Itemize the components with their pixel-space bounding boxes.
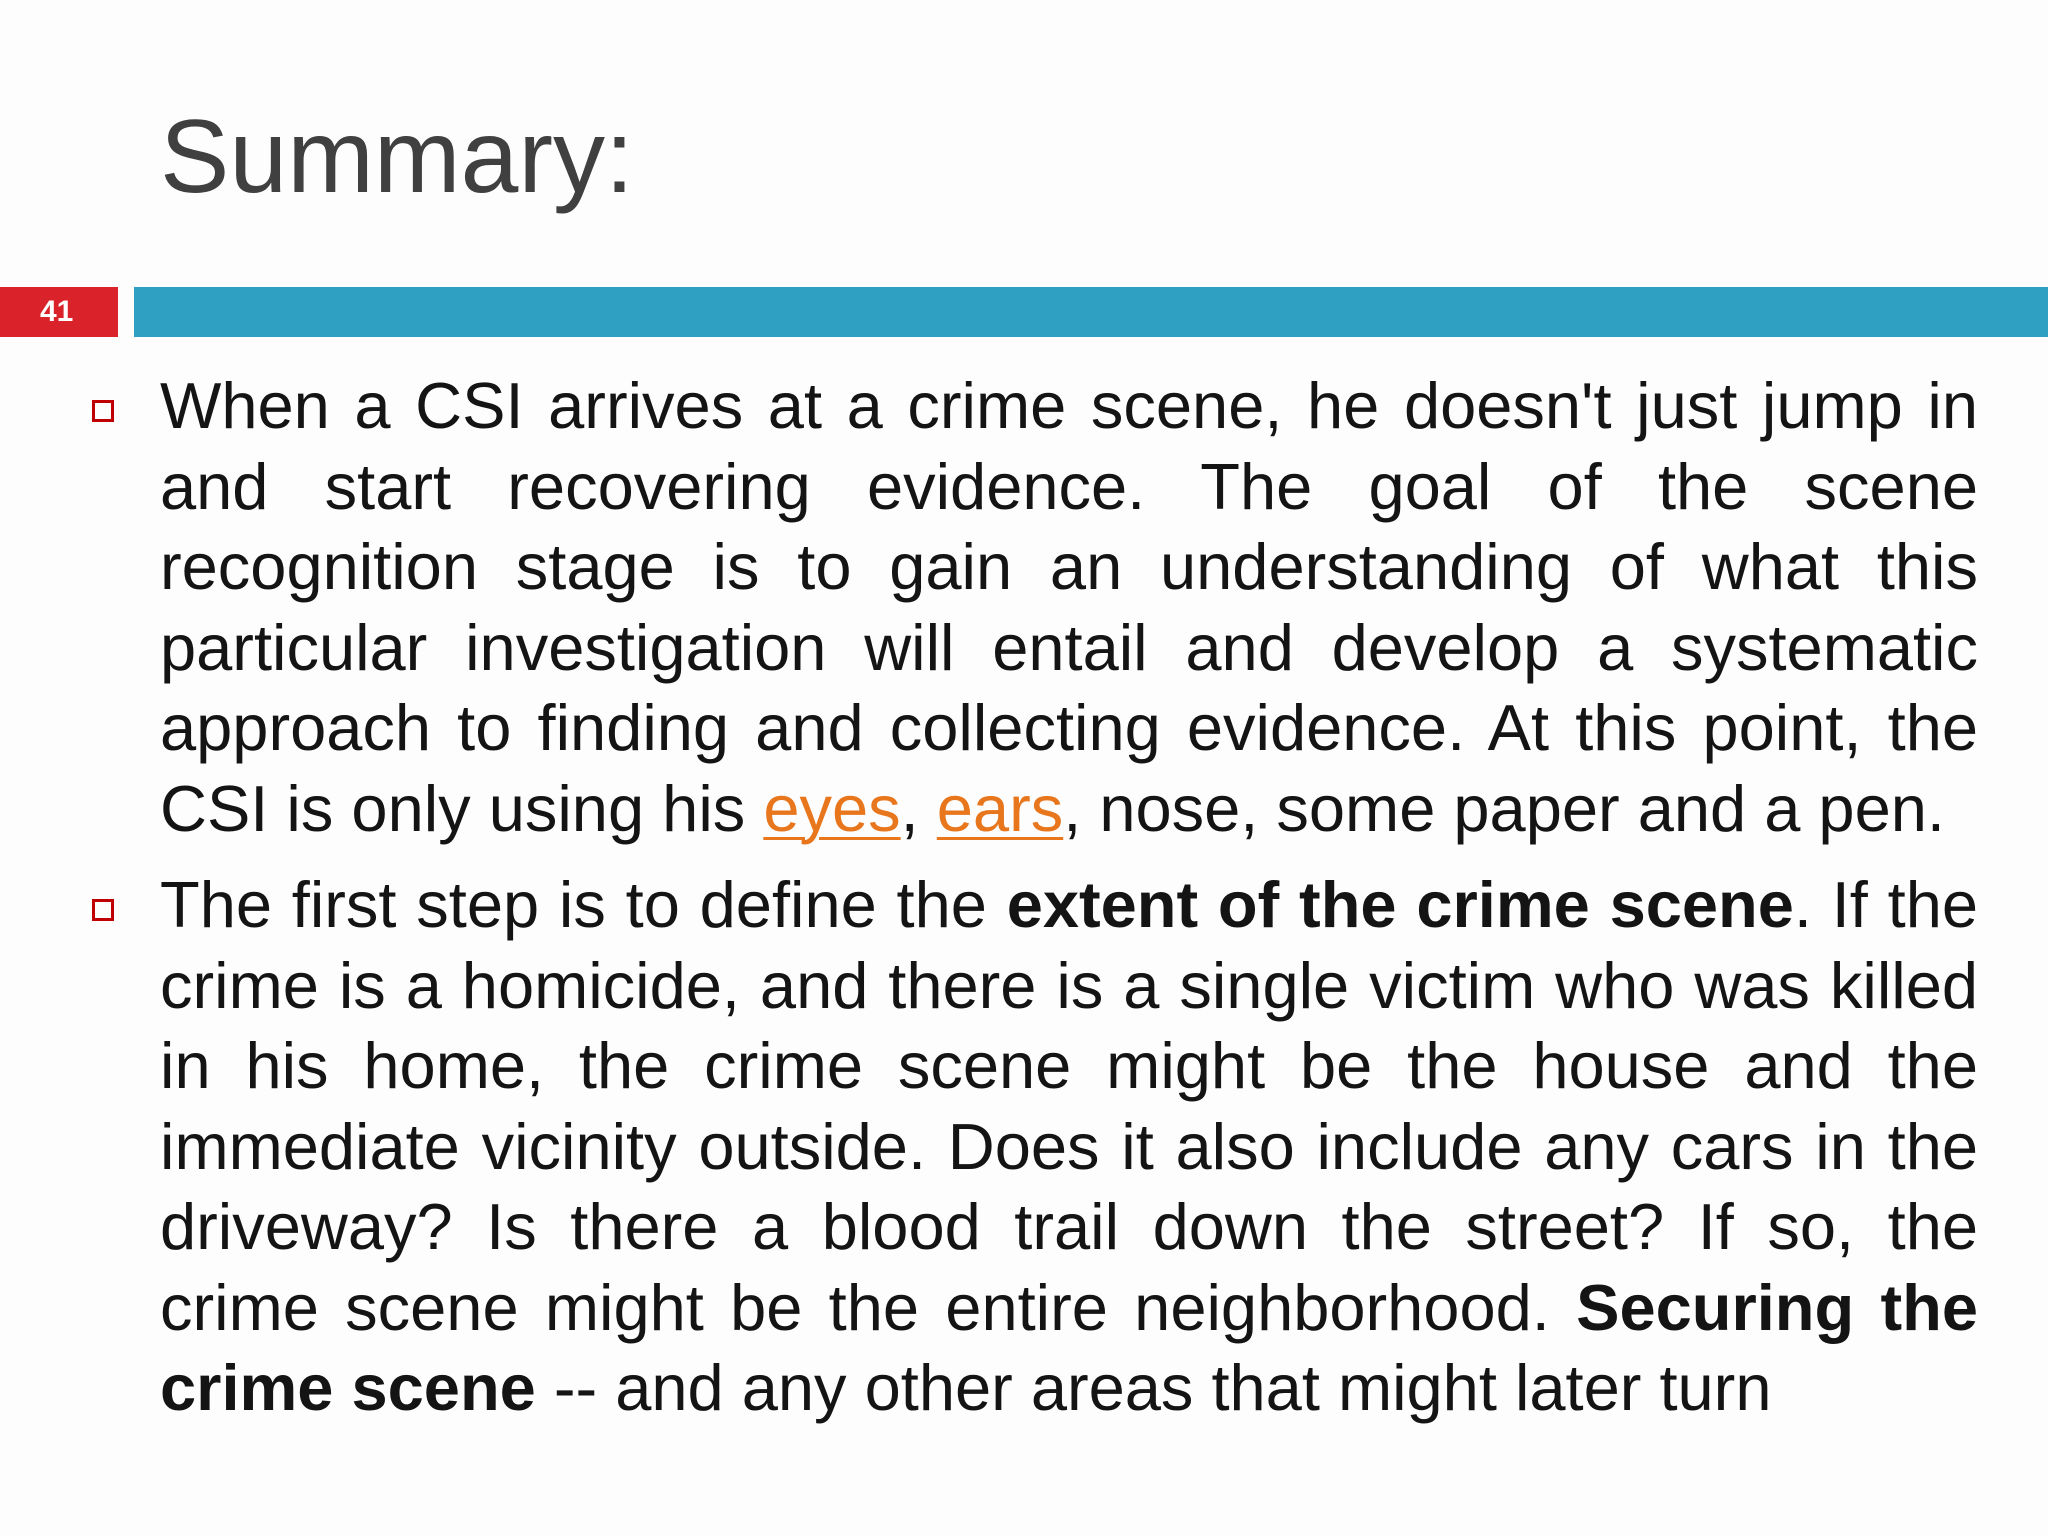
bullet-1-text-part-1: When a CSI arrives at a crime scene, he doesn't just jump in and start recovering evidence. The goal of the scene recognition stage is to gain an understanding of what this particular investigation will entail and develop a systematic approach to finding and collecting evidence. At this point, the CSI is only using his: [160, 369, 1978, 845]
bullet-2-text-part-2: . If the crime is a homicide, and there is a single victim who was killed in his home, the crime scene might be the house and the immediate vicinity outside. Does it also include any cars in the driveway? Is there a blood trail down the street? If so, the crime scene might be the entire neighborhood.: [160, 868, 1978, 1344]
bullet-text-1: [160, 366, 1978, 849]
slide-title: Summary:: [160, 99, 634, 215]
bullet-2-text-part-3: -- and any other areas that might later turn: [535, 1351, 1772, 1424]
bullet-2-text-part-1: The first step is to define the: [160, 868, 1007, 941]
bullet-1-text-part-2: , nose, some paper and a pen.: [1063, 771, 1945, 845]
slide-body: [0, 366, 2048, 1445]
square-bullet-icon: [92, 400, 114, 422]
bullet-item-2: [0, 865, 1978, 1429]
square-bullet-icon: [92, 899, 114, 921]
bullet-2-bold-extent: extent of the crime scene: [1006, 868, 1794, 941]
ears-link[interactable]: ears: [936, 771, 1064, 845]
bullet-1-separator: ,: [900, 771, 937, 845]
bullet-2-bold-securing: Securing the crime scene: [160, 1270, 1978, 1424]
title-divider-bar: [134, 287, 2048, 337]
eyes-link[interactable]: eyes: [763, 771, 901, 845]
bullet-text-2: [160, 865, 1978, 1429]
bullet-item-1: [0, 366, 1978, 849]
slide-number-badge: 41: [0, 287, 118, 337]
